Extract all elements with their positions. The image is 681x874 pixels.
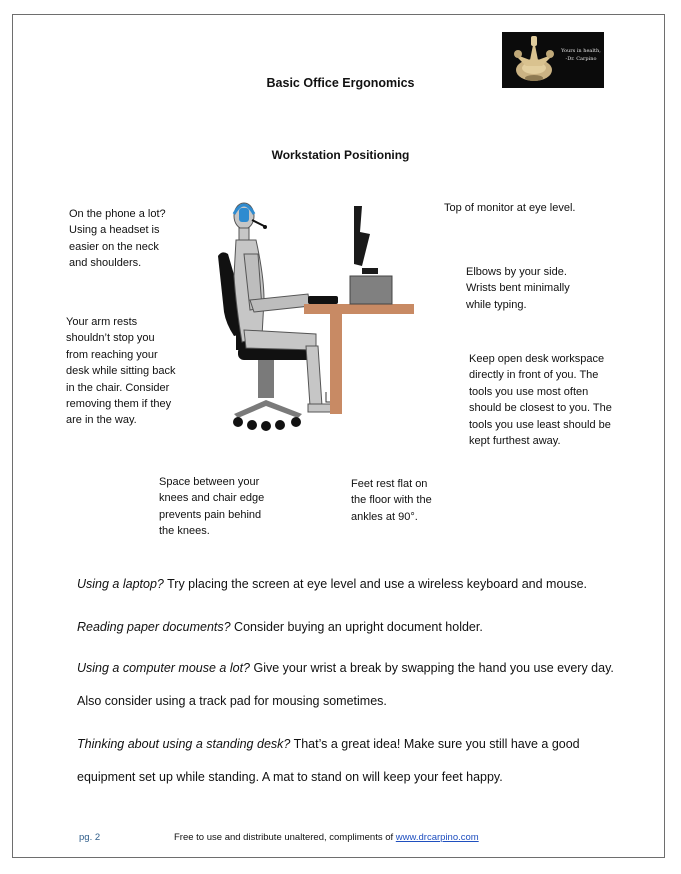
person-thigh [244,330,316,350]
chair-post [258,360,274,398]
page-number: pg. 2 [79,832,101,843]
tip-standing-desk: Thinking about using a standing desk? That’s a great idea! Make sure you still have a good equipment set up while standing. A mat to stand on will keep your feet happy. [77,737,580,784]
page-title: Basic Office Ergonomics [266,76,415,90]
desk-leg [330,314,342,414]
tip-standing-question: Thinking about using a standing desk? [77,737,291,751]
person-lower-leg [306,346,322,406]
monitor [354,206,370,266]
tip-laptop-question: Using a laptop? [77,577,164,591]
tip-paper: Reading paper documents? Consider buying an upright document holder. [77,620,483,634]
note-phone: On the phone a lot? Using a headset is easier on the neck and shoulders. [69,208,166,270]
monitor-stand-box [350,276,392,304]
note-knees: Space between your knees and chair edge prevents pain behind the knees. [159,476,265,538]
tip-mouse: Using a computer mouse a lot? Give your wrist a break by swapping the hand you use every day. Also consider using a track pad for mousing sometimes. [77,661,614,708]
person-foot [308,404,332,412]
keyboard [308,296,338,304]
footer-credit: Free to use and distribute unaltered, compliments of www.drcarpino.com [174,832,479,843]
chair-wheels [233,417,301,431]
note-monitor: Top of monitor at eye level. [444,202,576,214]
note-armrests: Your arm rests shouldn’t stop you from reaching your desk while sitting back in the chair. Consider removing them if they are in the way. [66,316,176,427]
tip-paper-question: Reading paper documents? [77,620,231,634]
tip-laptop: Using a laptop? Try placing the screen at eye level and use a wireless keyboard and mouse. [77,577,588,591]
website-link[interactable]: www.drcarpino.com [395,832,479,843]
section-subtitle: Workstation Positioning [271,148,410,162]
note-workspace: Keep open desk workspace directly in front of you. The tools you use most often should be closest to you. The tools you use least should be kept furthest away. [469,353,612,448]
desk-top [304,304,414,314]
ergonomics-illustration [212,196,432,436]
note-elbows: Elbows by your side. Wrists bent minimally while typing. [466,266,570,311]
logo-signature: -Dr. Carpino [565,56,597,62]
person-neck [239,228,249,240]
note-feet: Feet rest flat on the floor with the ankles at 90°. [351,478,432,523]
chair-base [234,400,302,418]
tip-mouse-question: Using a computer mouse a lot? [77,661,251,675]
logo-tagline: Yours in health, [561,48,601,54]
